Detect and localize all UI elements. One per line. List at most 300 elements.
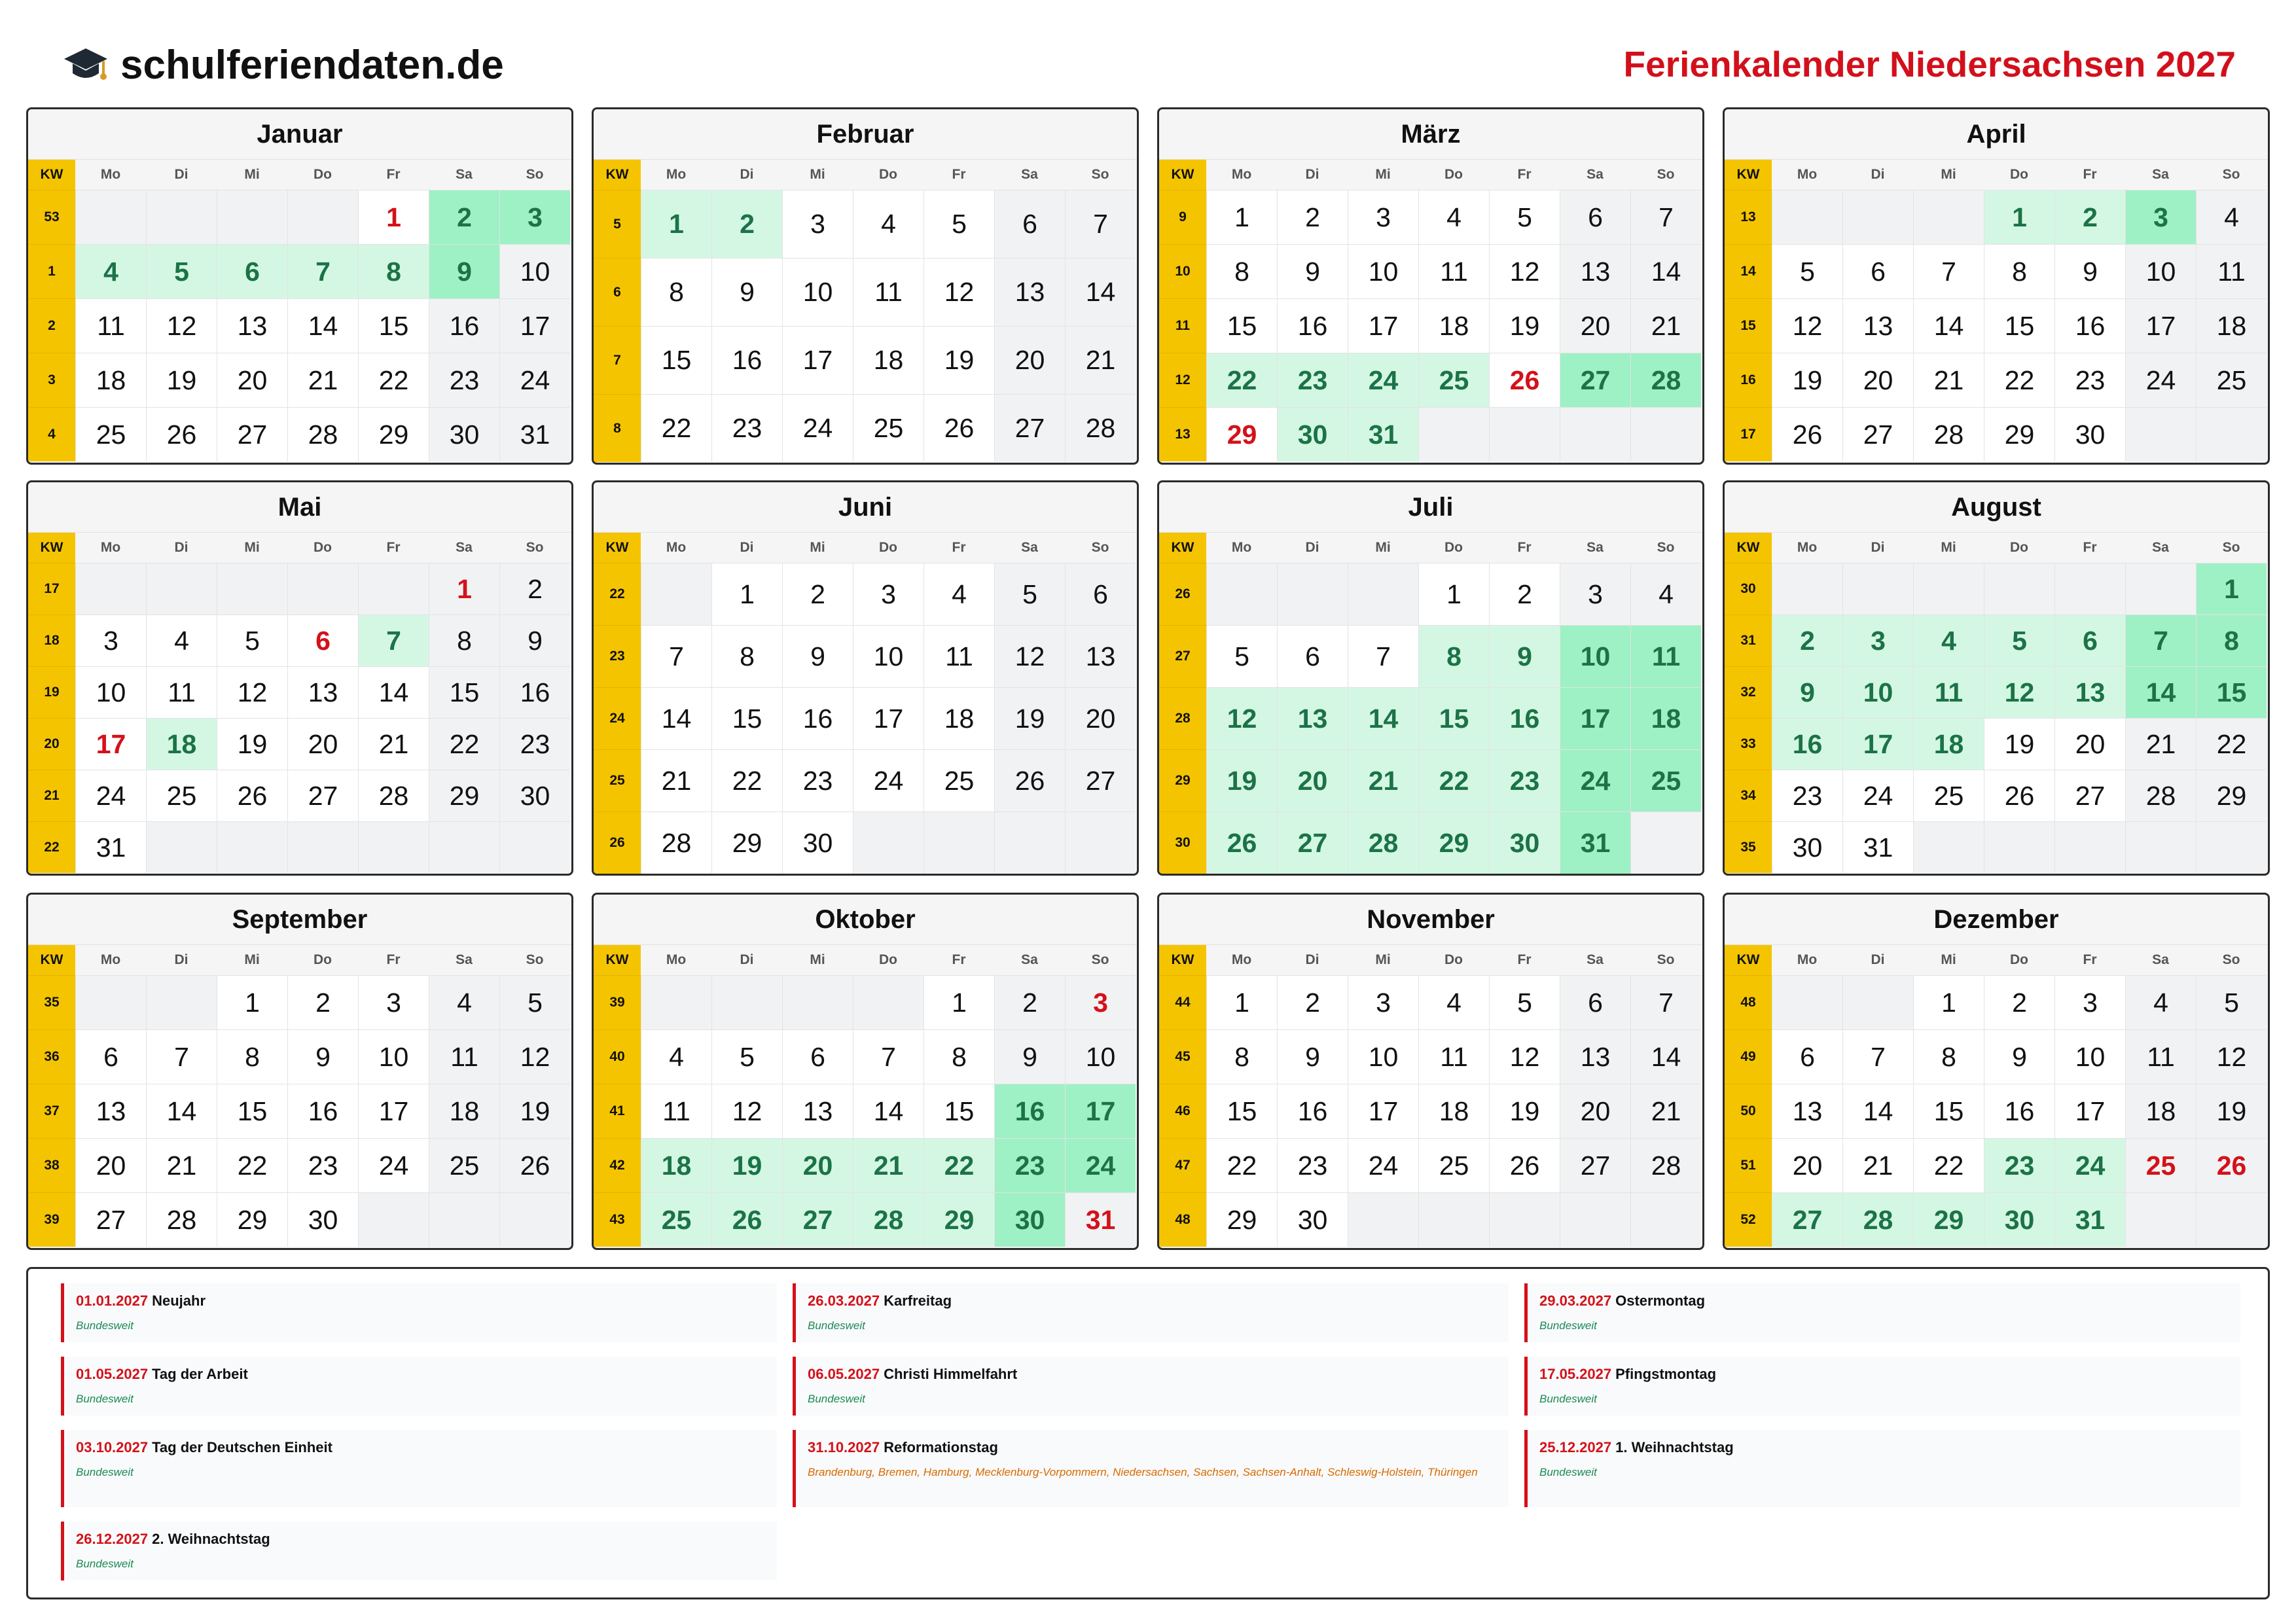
holiday-day-cell[interactable]: 6	[287, 615, 358, 666]
day-cell[interactable]: 12	[1772, 298, 1842, 353]
day-cell[interactable]: 7	[1348, 625, 1418, 687]
vacation-day-cell[interactable]: 20	[782, 1138, 853, 1192]
day-cell[interactable]: 14	[1630, 1029, 1701, 1084]
day-cell[interactable]: 10	[853, 625, 924, 687]
day-cell[interactable]: 25	[1913, 770, 1984, 821]
day-cell[interactable]: 21	[1913, 353, 1984, 407]
holiday-day-cell[interactable]: 26	[2196, 1138, 2267, 1192]
day-cell[interactable]: 19	[1984, 718, 2054, 770]
day-cell[interactable]: 19	[217, 718, 287, 770]
vacation-day-cell[interactable]: 8	[358, 244, 429, 298]
day-cell[interactable]: 30	[782, 812, 853, 874]
vacation-day-cell[interactable]: 24	[1560, 749, 1630, 812]
day-cell[interactable]: 24	[358, 1138, 429, 1192]
day-cell[interactable]: 5	[1489, 190, 1560, 244]
day-cell[interactable]: 21	[1842, 1138, 1913, 1192]
holiday-day-cell[interactable]: 17	[75, 718, 146, 770]
vacation-day-cell[interactable]: 3	[499, 190, 570, 244]
vacation-day-cell[interactable]: 27	[1560, 353, 1630, 407]
day-cell[interactable]: 16	[1277, 298, 1348, 353]
day-cell[interactable]: 12	[499, 1029, 570, 1084]
day-cell[interactable]: 20	[75, 1138, 146, 1192]
day-cell[interactable]: 16	[287, 1084, 358, 1138]
day-cell[interactable]: 26	[1984, 770, 2054, 821]
vacation-day-cell[interactable]: 22	[1206, 353, 1277, 407]
day-cell[interactable]: 15	[1984, 298, 2054, 353]
day-cell[interactable]: 4	[853, 190, 924, 258]
vacation-day-cell[interactable]: 19	[711, 1138, 782, 1192]
day-cell[interactable]: 15	[217, 1084, 287, 1138]
day-cell[interactable]: 16	[429, 298, 499, 353]
day-cell[interactable]: 8	[711, 625, 782, 687]
day-cell[interactable]: 8	[1206, 1029, 1277, 1084]
day-cell[interactable]: 7	[641, 625, 711, 687]
day-cell[interactable]: 22	[429, 718, 499, 770]
vacation-day-cell[interactable]: 7	[2125, 615, 2196, 666]
vacation-day-cell[interactable]: 29	[924, 1192, 994, 1247]
day-cell[interactable]: 13	[217, 298, 287, 353]
day-cell[interactable]: 20	[1560, 298, 1630, 353]
day-cell[interactable]: 8	[924, 1029, 994, 1084]
day-cell[interactable]: 22	[641, 394, 711, 462]
day-cell[interactable]: 2	[1277, 975, 1348, 1029]
vacation-day-cell[interactable]: 11	[1913, 666, 1984, 718]
vacation-day-cell[interactable]: 9	[1772, 666, 1842, 718]
day-cell[interactable]: 25	[146, 770, 217, 821]
day-cell[interactable]: 26	[1772, 407, 1842, 461]
vacation-day-cell[interactable]: 1	[641, 190, 711, 258]
vacation-day-cell[interactable]: 16	[1772, 718, 1842, 770]
day-cell[interactable]: 28	[1913, 407, 1984, 461]
day-cell[interactable]: 16	[1984, 1084, 2054, 1138]
vacation-day-cell[interactable]: 18	[641, 1138, 711, 1192]
day-cell[interactable]: 7	[853, 1029, 924, 1084]
day-cell[interactable]: 26	[994, 749, 1065, 812]
vacation-day-cell[interactable]: 24	[1065, 1138, 1136, 1192]
day-cell[interactable]: 16	[499, 666, 570, 718]
day-cell[interactable]: 15	[1206, 1084, 1277, 1138]
vacation-day-cell[interactable]: 12	[1206, 687, 1277, 749]
vacation-day-cell[interactable]: 18	[1913, 718, 1984, 770]
day-cell[interactable]: 19	[499, 1084, 570, 1138]
day-cell[interactable]: 6	[782, 1029, 853, 1084]
vacation-day-cell[interactable]: 27	[1277, 812, 1348, 874]
vacation-day-cell[interactable]: 10	[1842, 666, 1913, 718]
vacation-day-cell[interactable]: 17	[1065, 1084, 1136, 1138]
day-cell[interactable]: 30	[2054, 407, 2125, 461]
day-cell[interactable]: 22	[1206, 1138, 1277, 1192]
day-cell[interactable]: 5	[2196, 975, 2267, 1029]
day-cell[interactable]: 15	[1913, 1084, 1984, 1138]
day-cell[interactable]: 17	[2054, 1084, 2125, 1138]
vacation-day-cell[interactable]: 26	[1206, 812, 1277, 874]
vacation-day-cell[interactable]: 15	[2196, 666, 2267, 718]
vacation-day-cell[interactable]: 29	[1913, 1192, 1984, 1247]
day-cell[interactable]: 25	[2196, 353, 2267, 407]
day-cell[interactable]: 14	[287, 298, 358, 353]
day-cell[interactable]: 3	[1560, 563, 1630, 625]
day-cell[interactable]: 10	[499, 244, 570, 298]
day-cell[interactable]: 28	[358, 770, 429, 821]
vacation-day-cell[interactable]: 13	[2054, 666, 2125, 718]
day-cell[interactable]: 29	[711, 812, 782, 874]
day-cell[interactable]: 4	[2196, 190, 2267, 244]
day-cell[interactable]: 7	[1913, 244, 1984, 298]
day-cell[interactable]: 18	[1418, 1084, 1489, 1138]
day-cell[interactable]: 20	[994, 326, 1065, 394]
day-cell[interactable]: 6	[1277, 625, 1348, 687]
day-cell[interactable]: 17	[1348, 298, 1418, 353]
vacation-day-cell[interactable]: 23	[994, 1138, 1065, 1192]
day-cell[interactable]: 24	[2125, 353, 2196, 407]
day-cell[interactable]: 9	[287, 1029, 358, 1084]
day-cell[interactable]: 26	[1489, 1138, 1560, 1192]
day-cell[interactable]: 13	[782, 1084, 853, 1138]
day-cell[interactable]: 9	[1984, 1029, 2054, 1084]
vacation-day-cell[interactable]: 30	[994, 1192, 1065, 1247]
vacation-day-cell[interactable]: 10	[1560, 625, 1630, 687]
day-cell[interactable]: 18	[853, 326, 924, 394]
vacation-day-cell[interactable]: 1	[1984, 190, 2054, 244]
vacation-day-cell[interactable]: 28	[853, 1192, 924, 1247]
day-cell[interactable]: 9	[711, 258, 782, 326]
day-cell[interactable]: 4	[924, 563, 994, 625]
day-cell[interactable]: 26	[146, 407, 217, 461]
vacation-day-cell[interactable]: 15	[1418, 687, 1489, 749]
vacation-day-cell[interactable]: 20	[1277, 749, 1348, 812]
day-cell[interactable]: 7	[1065, 190, 1136, 258]
day-cell[interactable]: 13	[1065, 625, 1136, 687]
vacation-day-cell[interactable]: 23	[1984, 1138, 2054, 1192]
vacation-day-cell[interactable]: 2	[2054, 190, 2125, 244]
vacation-day-cell[interactable]: 23	[1277, 353, 1348, 407]
day-cell[interactable]: 8	[1984, 244, 2054, 298]
day-cell[interactable]: 20	[1842, 353, 1913, 407]
holiday-day-cell[interactable]: 31	[1065, 1192, 1136, 1247]
day-cell[interactable]: 4	[429, 975, 499, 1029]
day-cell[interactable]: 15	[641, 326, 711, 394]
day-cell[interactable]: 3	[853, 563, 924, 625]
day-cell[interactable]: 8	[1913, 1029, 1984, 1084]
day-cell[interactable]: 14	[358, 666, 429, 718]
day-cell[interactable]: 28	[1630, 1138, 1701, 1192]
day-cell[interactable]: 2	[1489, 563, 1560, 625]
vacation-day-cell[interactable]: 24	[1348, 353, 1418, 407]
day-cell[interactable]: 2	[1277, 190, 1348, 244]
day-cell[interactable]: 13	[994, 258, 1065, 326]
day-cell[interactable]: 27	[287, 770, 358, 821]
day-cell[interactable]: 4	[1418, 190, 1489, 244]
day-cell[interactable]: 10	[358, 1029, 429, 1084]
day-cell[interactable]: 23	[429, 353, 499, 407]
day-cell[interactable]: 21	[641, 749, 711, 812]
day-cell[interactable]: 2	[994, 975, 1065, 1029]
day-cell[interactable]: 24	[75, 770, 146, 821]
vacation-day-cell[interactable]: 18	[1630, 687, 1701, 749]
day-cell[interactable]: 22	[1984, 353, 2054, 407]
day-cell[interactable]: 5	[499, 975, 570, 1029]
day-cell[interactable]: 4	[1418, 975, 1489, 1029]
day-cell[interactable]: 8	[641, 258, 711, 326]
day-cell[interactable]: 20	[217, 353, 287, 407]
day-cell[interactable]: 13	[287, 666, 358, 718]
vacation-day-cell[interactable]: 16	[1489, 687, 1560, 749]
day-cell[interactable]: 25	[924, 749, 994, 812]
day-cell[interactable]: 21	[1630, 298, 1701, 353]
day-cell[interactable]: 30	[287, 1192, 358, 1247]
day-cell[interactable]: 9	[1277, 244, 1348, 298]
vacation-day-cell[interactable]: 5	[1984, 615, 2054, 666]
day-cell[interactable]: 23	[2054, 353, 2125, 407]
day-cell[interactable]: 24	[853, 749, 924, 812]
day-cell[interactable]: 21	[1630, 1084, 1701, 1138]
day-cell[interactable]: 22	[2196, 718, 2267, 770]
day-cell[interactable]: 16	[782, 687, 853, 749]
day-cell[interactable]: 23	[711, 394, 782, 462]
day-cell[interactable]: 21	[358, 718, 429, 770]
holiday-day-cell[interactable]: 26	[1489, 353, 1560, 407]
day-cell[interactable]: 26	[924, 394, 994, 462]
day-cell[interactable]: 14	[146, 1084, 217, 1138]
vacation-day-cell[interactable]: 8	[1418, 625, 1489, 687]
vacation-day-cell[interactable]: 9	[1489, 625, 1560, 687]
day-cell[interactable]: 4	[2125, 975, 2196, 1029]
day-cell[interactable]: 19	[146, 353, 217, 407]
day-cell[interactable]: 6	[1560, 975, 1630, 1029]
day-cell[interactable]: 16	[711, 326, 782, 394]
day-cell[interactable]: 12	[994, 625, 1065, 687]
day-cell[interactable]: 23	[287, 1138, 358, 1192]
day-cell[interactable]: 11	[429, 1029, 499, 1084]
day-cell[interactable]: 7	[1630, 975, 1701, 1029]
vacation-day-cell[interactable]: 30	[1277, 407, 1348, 461]
day-cell[interactable]: 15	[711, 687, 782, 749]
day-cell[interactable]: 6	[1560, 190, 1630, 244]
day-cell[interactable]: 10	[782, 258, 853, 326]
day-cell[interactable]: 19	[924, 326, 994, 394]
day-cell[interactable]: 6	[994, 190, 1065, 258]
day-cell[interactable]: 5	[924, 190, 994, 258]
day-cell[interactable]: 27	[217, 407, 287, 461]
day-cell[interactable]: 11	[146, 666, 217, 718]
vacation-day-cell[interactable]: 30	[1489, 812, 1560, 874]
day-cell[interactable]: 29	[429, 770, 499, 821]
day-cell[interactable]: 18	[75, 353, 146, 407]
day-cell[interactable]: 12	[924, 258, 994, 326]
vacation-day-cell[interactable]: 29	[1418, 812, 1489, 874]
vacation-day-cell[interactable]: 17	[1842, 718, 1913, 770]
day-cell[interactable]: 31	[499, 407, 570, 461]
vacation-day-cell[interactable]: 25	[1630, 749, 1701, 812]
day-cell[interactable]: 24	[499, 353, 570, 407]
day-cell[interactable]: 30	[1772, 821, 1842, 873]
day-cell[interactable]: 11	[1418, 1029, 1489, 1084]
day-cell[interactable]: 18	[429, 1084, 499, 1138]
day-cell[interactable]: 13	[75, 1084, 146, 1138]
day-cell[interactable]: 25	[429, 1138, 499, 1192]
day-cell[interactable]: 10	[2125, 244, 2196, 298]
vacation-day-cell[interactable]: 7	[287, 244, 358, 298]
day-cell[interactable]: 24	[1842, 770, 1913, 821]
day-cell[interactable]: 15	[358, 298, 429, 353]
day-cell[interactable]: 22	[711, 749, 782, 812]
day-cell[interactable]: 19	[2196, 1084, 2267, 1138]
day-cell[interactable]: 13	[1560, 1029, 1630, 1084]
day-cell[interactable]: 6	[75, 1029, 146, 1084]
day-cell[interactable]: 26	[217, 770, 287, 821]
holiday-day-cell[interactable]: 3	[1065, 975, 1136, 1029]
day-cell[interactable]: 18	[2196, 298, 2267, 353]
day-cell[interactable]: 5	[1489, 975, 1560, 1029]
day-cell[interactable]: 27	[2054, 770, 2125, 821]
day-cell[interactable]: 31	[75, 821, 146, 873]
day-cell[interactable]: 13	[1560, 244, 1630, 298]
vacation-day-cell[interactable]: 28	[1348, 812, 1418, 874]
vacation-day-cell[interactable]: 16	[994, 1084, 1065, 1138]
day-cell[interactable]: 4	[146, 615, 217, 666]
day-cell[interactable]: 27	[1065, 749, 1136, 812]
vacation-day-cell[interactable]: 30	[1984, 1192, 2054, 1247]
day-cell[interactable]: 12	[1489, 244, 1560, 298]
day-cell[interactable]: 10	[1348, 1029, 1418, 1084]
day-cell[interactable]: 19	[1489, 298, 1560, 353]
day-cell[interactable]: 16	[2054, 298, 2125, 353]
day-cell[interactable]: 13	[1772, 1084, 1842, 1138]
day-cell[interactable]: 28	[2125, 770, 2196, 821]
day-cell[interactable]: 4	[1630, 563, 1701, 625]
day-cell[interactable]: 19	[1489, 1084, 1560, 1138]
day-cell[interactable]: 8	[429, 615, 499, 666]
vacation-day-cell[interactable]: 17	[1560, 687, 1630, 749]
day-cell[interactable]: 18	[1418, 298, 1489, 353]
day-cell[interactable]: 12	[217, 666, 287, 718]
day-cell[interactable]: 19	[1772, 353, 1842, 407]
day-cell[interactable]: 1	[1913, 975, 1984, 1029]
day-cell[interactable]: 3	[1348, 190, 1418, 244]
day-cell[interactable]: 23	[499, 718, 570, 770]
day-cell[interactable]: 3	[2054, 975, 2125, 1029]
day-cell[interactable]: 12	[711, 1084, 782, 1138]
day-cell[interactable]: 30	[429, 407, 499, 461]
day-cell[interactable]: 9	[994, 1029, 1065, 1084]
day-cell[interactable]: 29	[2196, 770, 2267, 821]
day-cell[interactable]: 15	[1206, 298, 1277, 353]
vacation-day-cell[interactable]: 22	[924, 1138, 994, 1192]
day-cell[interactable]: 29	[358, 407, 429, 461]
day-cell[interactable]: 24	[782, 394, 853, 462]
day-cell[interactable]: 11	[75, 298, 146, 353]
day-cell[interactable]: 21	[2125, 718, 2196, 770]
vacation-day-cell[interactable]: 11	[1630, 625, 1701, 687]
day-cell[interactable]: 20	[2054, 718, 2125, 770]
day-cell[interactable]: 6	[1065, 563, 1136, 625]
day-cell[interactable]: 20	[1560, 1084, 1630, 1138]
day-cell[interactable]: 13	[1842, 298, 1913, 353]
vacation-day-cell[interactable]: 1	[2196, 563, 2267, 615]
day-cell[interactable]: 7	[146, 1029, 217, 1084]
day-cell[interactable]: 10	[75, 666, 146, 718]
vacation-day-cell[interactable]: 14	[1348, 687, 1418, 749]
day-cell[interactable]: 20	[1772, 1138, 1842, 1192]
day-cell[interactable]: 23	[1277, 1138, 1348, 1192]
day-cell[interactable]: 17	[782, 326, 853, 394]
day-cell[interactable]: 9	[499, 615, 570, 666]
vacation-day-cell[interactable]: 4	[75, 244, 146, 298]
day-cell[interactable]: 18	[924, 687, 994, 749]
day-cell[interactable]: 15	[429, 666, 499, 718]
vacation-day-cell[interactable]: 28	[1842, 1192, 1913, 1247]
day-cell[interactable]: 1	[1206, 975, 1277, 1029]
day-cell[interactable]: 25	[75, 407, 146, 461]
day-cell[interactable]: 11	[1418, 244, 1489, 298]
vacation-day-cell[interactable]: 3	[2125, 190, 2196, 244]
day-cell[interactable]: 17	[358, 1084, 429, 1138]
day-cell[interactable]: 11	[924, 625, 994, 687]
day-cell[interactable]: 29	[1206, 1192, 1277, 1247]
vacation-day-cell[interactable]: 24	[2054, 1138, 2125, 1192]
day-cell[interactable]: 3	[358, 975, 429, 1029]
day-cell[interactable]: 17	[499, 298, 570, 353]
day-cell[interactable]: 28	[641, 812, 711, 874]
holiday-day-cell[interactable]: 29	[1206, 407, 1277, 461]
day-cell[interactable]: 21	[287, 353, 358, 407]
day-cell[interactable]: 22	[217, 1138, 287, 1192]
vacation-day-cell[interactable]: 19	[1206, 749, 1277, 812]
day-cell[interactable]: 16	[1277, 1084, 1348, 1138]
vacation-day-cell[interactable]: 8	[2196, 615, 2267, 666]
day-cell[interactable]: 28	[146, 1192, 217, 1247]
vacation-day-cell[interactable]: 3	[1842, 615, 1913, 666]
vacation-day-cell[interactable]: 21	[853, 1138, 924, 1192]
day-cell[interactable]: 11	[2196, 244, 2267, 298]
day-cell[interactable]: 29	[217, 1192, 287, 1247]
day-cell[interactable]: 11	[2125, 1029, 2196, 1084]
day-cell[interactable]: 1	[217, 975, 287, 1029]
vacation-day-cell[interactable]: 12	[1984, 666, 2054, 718]
vacation-day-cell[interactable]: 2	[429, 190, 499, 244]
vacation-day-cell[interactable]: 5	[146, 244, 217, 298]
vacation-day-cell[interactable]: 21	[1348, 749, 1418, 812]
day-cell[interactable]: 12	[146, 298, 217, 353]
day-cell[interactable]: 6	[1842, 244, 1913, 298]
day-cell[interactable]: 4	[641, 1029, 711, 1084]
day-cell[interactable]: 1	[1418, 563, 1489, 625]
day-cell[interactable]: 14	[1630, 244, 1701, 298]
day-cell[interactable]: 8	[1206, 244, 1277, 298]
day-cell[interactable]: 22	[1913, 1138, 1984, 1192]
day-cell[interactable]: 1	[711, 563, 782, 625]
day-cell[interactable]: 27	[75, 1192, 146, 1247]
day-cell[interactable]: 7	[1630, 190, 1701, 244]
day-cell[interactable]: 10	[1348, 244, 1418, 298]
day-cell[interactable]: 14	[1065, 258, 1136, 326]
vacation-day-cell[interactable]: 27	[782, 1192, 853, 1247]
day-cell[interactable]: 25	[1418, 1138, 1489, 1192]
day-cell[interactable]: 2	[287, 975, 358, 1029]
vacation-day-cell[interactable]: 13	[1277, 687, 1348, 749]
vacation-day-cell[interactable]: 2	[1772, 615, 1842, 666]
day-cell[interactable]: 30	[499, 770, 570, 821]
day-cell[interactable]: 27	[1842, 407, 1913, 461]
day-cell[interactable]: 8	[217, 1029, 287, 1084]
day-cell[interactable]: 14	[641, 687, 711, 749]
day-cell[interactable]: 11	[641, 1084, 711, 1138]
day-cell[interactable]: 29	[1984, 407, 2054, 461]
vacation-day-cell[interactable]: 14	[2125, 666, 2196, 718]
day-cell[interactable]: 11	[853, 258, 924, 326]
day-cell[interactable]: 2	[1984, 975, 2054, 1029]
vacation-day-cell[interactable]: 27	[1772, 1192, 1842, 1247]
